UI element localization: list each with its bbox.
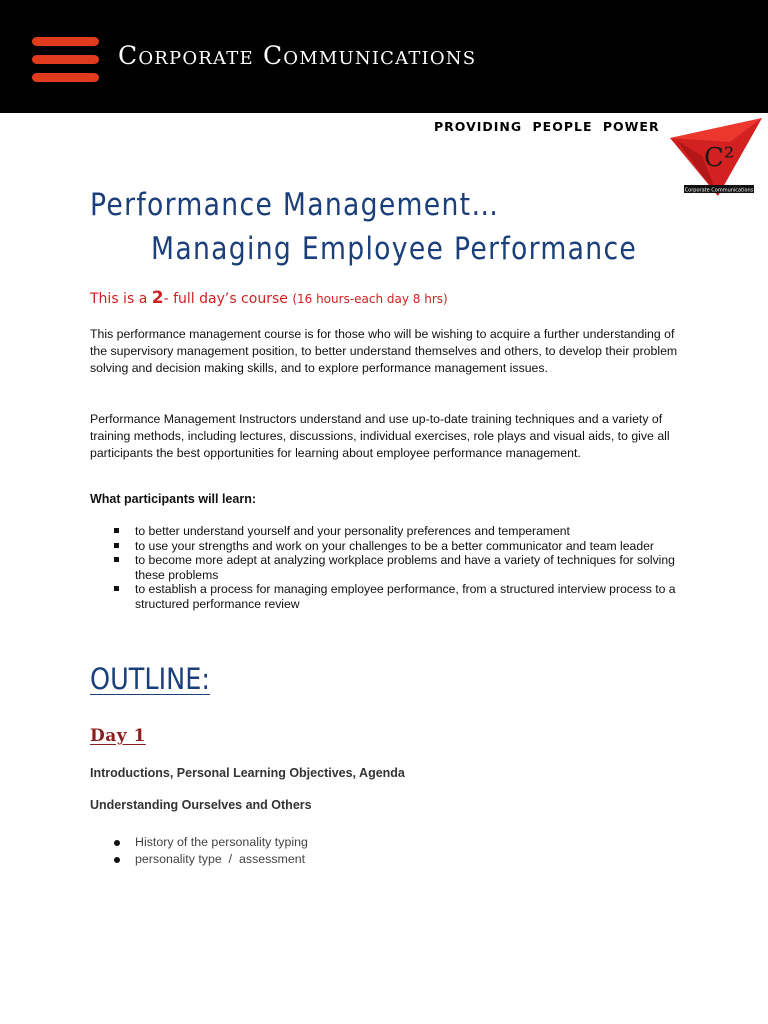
list-item-text: to use your strengths and work on your challenges to be a better communicator and team leader bbox=[135, 538, 654, 553]
title-line-1: Performance Management… bbox=[90, 187, 500, 223]
intro-paragraph: This performance management course is for those who will be wishing to acquire a further understanding of the supervisory management position, to better understand themselves and others, to develop their problem solving and decision making skills, and to explore performance management issues. bbox=[90, 327, 678, 375]
course-duration bbox=[90, 288, 448, 308]
instructors-paragraph: Performance Management Instructors understand and use up-to-date training techniques and a variety of training methods, including lectures, discussions, individual exercises, role plays and visual aids, to give all participants the best opportunities for learning about employee performance management. bbox=[90, 412, 670, 460]
company-logo bbox=[668, 116, 764, 198]
menu-bars-icon bbox=[32, 37, 100, 83]
header-banner bbox=[0, 0, 768, 113]
day-1-subheading-intro: Introductions, Personal Learning Objectives, Agenda bbox=[90, 766, 405, 780]
list-item bbox=[90, 539, 690, 554]
list-item-text: to better understand yourself and your personality preferences and temperament bbox=[135, 524, 570, 538]
square-bullet-icon bbox=[114, 586, 119, 591]
list-item bbox=[90, 834, 308, 851]
list-item-text: to establish a process for managing employee performance, from a structured interview process to a structured performance review bbox=[135, 582, 676, 611]
day-1-list bbox=[90, 834, 308, 868]
list-item bbox=[90, 553, 690, 582]
list-item bbox=[90, 851, 308, 868]
list-item-text: History of the personality typing bbox=[135, 835, 308, 849]
list-item bbox=[90, 524, 690, 539]
course-hours-detail: (16 hours-each day 8 hrs) bbox=[292, 292, 448, 306]
logo-text: Corporate Communications bbox=[684, 187, 754, 194]
round-bullet-icon bbox=[114, 857, 120, 863]
title-line-2: Managing Employee Performance bbox=[151, 231, 638, 267]
course-days-number: 2 bbox=[151, 288, 164, 308]
learn-list bbox=[90, 524, 690, 611]
brand-title: Corporate Communications bbox=[118, 41, 477, 70]
day-1-heading: Day 1 bbox=[90, 726, 146, 746]
square-bullet-icon bbox=[114, 543, 119, 548]
course-mid: - full day’s course bbox=[163, 291, 293, 307]
list-item bbox=[90, 582, 690, 611]
square-bullet-icon bbox=[114, 557, 119, 562]
learn-heading: What participants will learn: bbox=[90, 492, 256, 506]
list-item-text: to become more adept at analyzing workplace problems and have a variety of techniques for solving these problems bbox=[135, 553, 675, 582]
square-bullet-icon bbox=[114, 528, 119, 533]
tagline: PROVIDING PEOPLE POWER bbox=[434, 119, 660, 134]
round-bullet-icon bbox=[114, 840, 120, 846]
day-1-subheading-understanding: Understanding Ourselves and Others bbox=[90, 798, 312, 812]
logo-mark: C² bbox=[704, 143, 735, 173]
document-title bbox=[90, 183, 637, 271]
list-item-text: personality type / assessment bbox=[135, 852, 306, 866]
course-prefix: This is a bbox=[90, 291, 152, 307]
outline-heading: OUTLINE: bbox=[90, 662, 210, 696]
